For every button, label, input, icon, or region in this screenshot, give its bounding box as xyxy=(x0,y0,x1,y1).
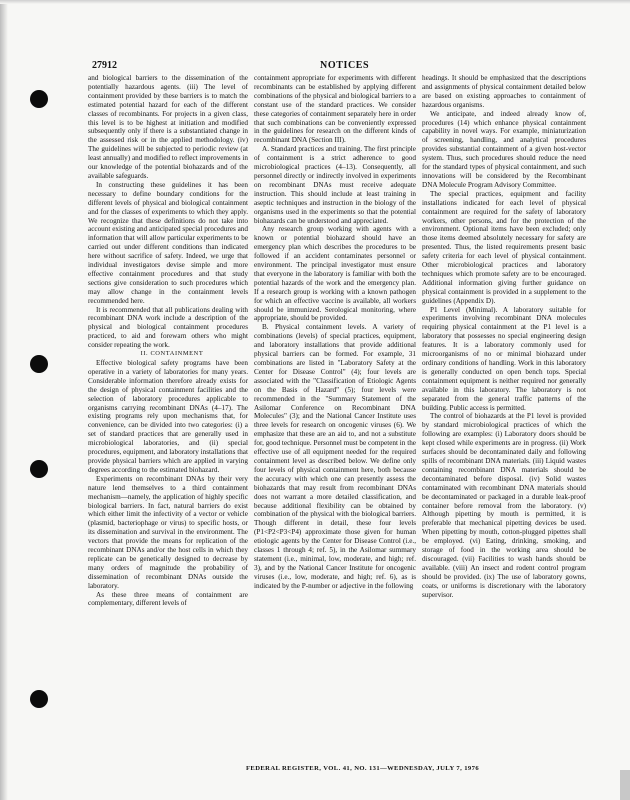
paragraph: The control of biohazards at the P1 level is provided by standard microbiological practices of which the following are examples: (i) Laboratory doors should be kept closed while experiments are in progress. (ii) Work surfaces should be decontaminated daily and following spills of recombinant DNA materials. (iii) Liquid wastes containing recombinant DNA materials should be decontaminated before disposal. (iv) Solid wastes contaminated with recombinant DNA materials should be decontaminated or packaged in a durable leak-proof container before removal from the laboratory. (v) Although pipetting by mouth is permitted, it is preferable that mechanical pipetting devices be used. When pipetting by mouth, cotton-plugged pipettes shall be employed. (vi) Eating, drinking, smoking, and storage of food in the working area should be discouraged. (vii) Facilities to wash hands should be available. (viii) An insect and rodent control program should be provided. (ix) The use of laboratory gowns, coats, or uniforms is discretionary with the laboratory supervisor. xyxy=(422,412,586,599)
page-edge-shadow xyxy=(0,0,8,800)
paragraph: A. Standard practices and training. The first principle of containment is a strict adherence to good microbiological practices (4–13). Consequently, all personnel directly or indirectly involved in experiments on recombinant DNAs must receive adequate instruction. This should include at least training in aseptic techniques and instruction in the biology of the organisms used in the experiments so that the potential biohazards can be understood and appreciated. xyxy=(254,145,416,225)
paragraph: Effective biological safety programs have been operative in a variety of laboratories for many years. Considerable information therefore already exists for the design of physical containment facilities and the selection of laboratory procedures applicable to organisms carrying recombinant DNAs (4–17). The existing programs rely upon mechanisms that, for convenience, can be divided into two categories: (i) a set of standard practices that are generally used in microbiological laboratories, and (ii) special procedures, equipment, and laboratory installations that provide physical barriers which are applied in varying degrees according to the estimated biohazard. xyxy=(88,359,248,474)
footer-citation: FEDERAL REGISTER, VOL. 41, NO. 131—WEDNESDAY, JULY 7, 1976 xyxy=(246,765,480,772)
paragraph: As these three means of containment are complementary, different levels of xyxy=(88,590,248,608)
column-1 xyxy=(88,74,248,750)
paragraph: and biological barriers to the dissemination of the potentially hazardous agents. (iii) The level of containment provided by these barriers is to match the estimated potential hazard for each of the different classes of recombinants. For projects in a given class, this level is to be highest at initiation and modified subsequently only if there is a substantiated change in the assessed risk or in the applied methodology. (iv) The guidelines will be subjected to periodic review (at least annually) and modified to reflect improvements in our knowledge of the potential biohazards and of the available safeguards. xyxy=(88,74,248,180)
paragraph: The special practices, equipment and facility installations indicated for each level of physical containment are required for the safety of laboratory workers, other persons, and for the protection of the environment. Optional items have been excluded; only those items deemed absolutely necessary for safety are presented. Thus, the listed requirements present basic safety criteria for each level of physical containment. Other microbiological practices and laboratory techniques which promote safety are to be encouraged. Additional information giving further guidance on physical containment is provided in a supplement to the guidelines (Appendix D). xyxy=(422,189,586,305)
paragraph: headings. It should be emphasized that the descriptions and assignments of physical containment detailed below are based on existing approaches to containment of hazardous organisms. xyxy=(422,74,586,109)
punch-hole xyxy=(30,90,48,108)
running-title: NOTICES xyxy=(320,60,370,71)
paragraph: containment appropriate for experiments with different recombinants can be established by applying different combinations of the physical and biological barriers to a constant use of the standard practices. We consider these categories of containment separately here in order that such combinations can be conveniently expressed in the guidelines for research on the different kinds of recombinant DNA (Section III). xyxy=(254,74,416,145)
paragraph: We anticipate, and indeed already know of, procedures (14) which enhance physical containment capability in novel ways. For example, miniaturization of screening, handling, and analytical procedures provides substantial containment of a given host-vector system. Thus, such procedures should reduce the need for the standard types of physical containment, and such innovations will be considered by the Recombinant DNA Molecule Program Advisory Committee. xyxy=(422,109,586,189)
punch-hole xyxy=(30,690,48,708)
column-2 xyxy=(254,74,416,750)
page-top-shadow xyxy=(0,0,630,4)
column-3 xyxy=(422,74,586,750)
paragraph: It is recommended that all publications dealing with recombinant DNA work include a description of the physical and biological containment procedures practiced, to aid and forewarn others who might consider repeating the work. xyxy=(88,305,248,350)
paragraph: P1 Level (Minimal). A laboratory suitable for experiments involving recombinant DNA molecules requiring physical containment at the P1 level is a laboratory that possesses no special engineering design features. It is a laboratory commonly used for microorganisms of no or minimal biohazard under ordinary conditions of handling. Work in this laboratory is generally conducted on open bench tops. Special containment equipment is neither required nor generally available in this laboratory. The laboratory is not separated from the general traffic patterns of the building. Public access is permitted. xyxy=(422,305,586,412)
paragraph: Experiments on recombinant DNAs by their very nature lend themselves to a third containment mechanism—namely, the application of highly specific biological barriers. In fact, natural barriers do exist which either limit the infectivity of a vector or vehicle (plasmid, bacteriophage or virus) to specific hosts, or its dissemination and survival in the environment. The vectors that provide the means for replication of the recombinant DNAs and/or the host cells in which they replicate can be genetically designed to decrease by many orders of magnitude the probability of dissemination of recombinant DNAs outside the laboratory. xyxy=(88,474,248,590)
paragraph: In constructing these guidelines it has been necessary to define boundary conditions for the different levels of physical and biological containment and for the classes of experiments to which they apply. We recognize that these definitions do not take into account existing and anticipated special procedures and information that will allow particular experiments to be carried out under different conditions than indicated here without sacrifice of safety. Indeed, we urge that individual investigators devise simple and more effective containment procedures and that study sections give consideration to such procedures which may allow change in the containment levels recommended here. xyxy=(88,180,248,305)
paragraph: B. Physical containment levels. A variety of combinations (levels) of special practices, equipment, and laboratory installations that provide additional physical barriers can be formed. For example, 31 combinations are listed in "Laboratory Safety at the Center for Disease Control" (4); four levels are associated with the "Classification of Etiologic Agents on the Basis of Hazard" (5); four levels were recommended in the "Summary Statement of the Asilomar Conference on Recombinant DNA Molecules" (3); and the National Cancer Institute uses three levels for research on oncogenic viruses (6). We emphasize that these are an aid to, and not a substitute for, good technique. Personnel must be competent in the effective use of all equipment needed for the required containment level as described below. We define only four levels of physical containment here, both because the accuracy with which one can presently assess the biohazards that may result from recombinant DNAs does not warrant a more detailed classification, and because additional flexibility can be obtained by combination of the physical with the biological barriers. Though different in detail, these four levels (P1<P2<P3<P4) approximate those given for human etiologic agents by the Center for Disease Control (i.e., classes 1 through 4; ref. 5), in the Asilomar summary statement (i.e., minimal, low, moderate, and high; ref. 3), and by the National Cancer Institute for oncogenic viruses (i.e., low, moderate, and high; ref. 6), as is indicated by the P-number or adjective in the following xyxy=(254,323,416,590)
punch-hole xyxy=(30,355,48,373)
page-corner-shadow xyxy=(620,770,630,800)
section-heading: II. CONTAINMENT xyxy=(140,350,204,358)
punch-hole xyxy=(30,460,48,478)
paragraph: Any research group working with agents with a known or potential biohazard should have an emergency plan which describes the procedures to be followed if an accident contaminates personnel or environment. The principal investigator must ensure that everyone in the laboratory is familiar with both the potential hazards of the work and the emergency plan. If a research group is working with a known pathogen for which an effective vaccine is available, all workers should be immunized. Serological monitoring, where appropriate, should be provided. xyxy=(254,225,416,323)
page-number: 27912 xyxy=(92,60,117,71)
